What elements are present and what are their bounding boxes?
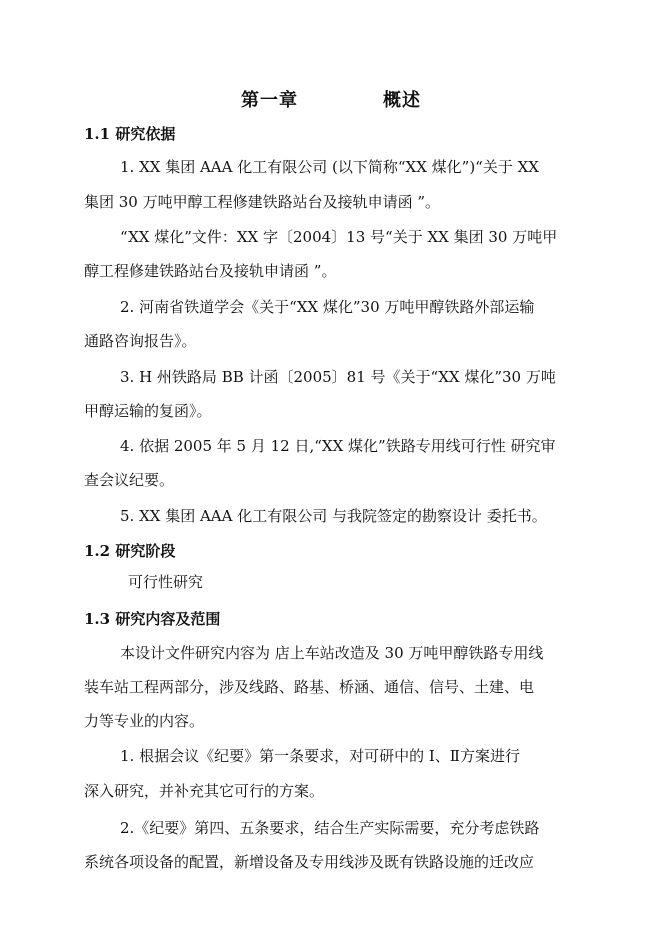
paragraph-line: 系统各项设备的配置，新增设备及专用线涉及既有铁路设施的迁改应 [84,853,535,871]
paragraph-line: 2.《纪要》第四、五条要求，结合生产实际需要，充分考虑铁路 [120,819,540,837]
paragraph-line: 装车站工程两部分，涉及线路、路基、桥涵、通信、信号、土建、电 [84,678,535,696]
paragraph-line: 本设计文件研究内容为 店上车站改造及 30 万吨甲醇铁路专用线 [120,644,544,662]
paragraph-line: 力等专业的内容。 [84,712,205,730]
paragraph-line: 可行性研究 [128,573,204,591]
section-heading-1-2: 1.2 研究阶段 [84,542,176,560]
chapter-title: 第一章 概述 [240,90,422,111]
paragraph-line: “XX 煤化”文件：XX 字〔2004〕13 号“关于 XX 集团 30 万吨甲 [120,228,558,246]
paragraph-line: 4. 依据 2005 年 5 月 12 日,“XX 煤化”铁路专用线可行性 研究审 [120,437,556,455]
paragraph-line: 1. XX 集团 AAA 化工有限公司 (以下简称“XX 煤化”)“关于 XX [120,158,539,176]
paragraph-line: 深入研究，并补充其它可行的方案。 [84,782,325,800]
paragraph-line: 醇工程修建铁路站台及接轨申请函 ”。 [84,262,337,280]
paragraph-line: 集团 30 万吨甲醇工程修建铁路站台及接轨申请函 ”。 [84,193,441,211]
paragraph-line: 查会议纪要。 [84,471,175,489]
paragraph-line: 5. XX 集团 AAA 化工有限公司 与我院签定的勘察设计 委托书。 [120,507,547,525]
paragraph-line: 1. 根据会议《纪要》第一条要求，对可研中的 Ⅰ、Ⅱ方案进行 [120,747,520,765]
section-heading-1-1: 1.1 研究依据 [84,125,176,143]
paragraph-line: 2. 河南省铁道学会《关于“XX 煤化”30 万吨甲醇铁路外部运输 [120,298,535,316]
paragraph-line: 甲醇运输的复函》。 [84,402,212,420]
paragraph-line: 通路咨询报告》。 [84,332,197,350]
section-heading-1-3: 1.3 研究内容及范围 [84,610,221,628]
paragraph-line: 3. H 州铁路局 BB 计函〔2005〕81 号《关于“XX 煤化”30 万吨 [120,368,556,386]
